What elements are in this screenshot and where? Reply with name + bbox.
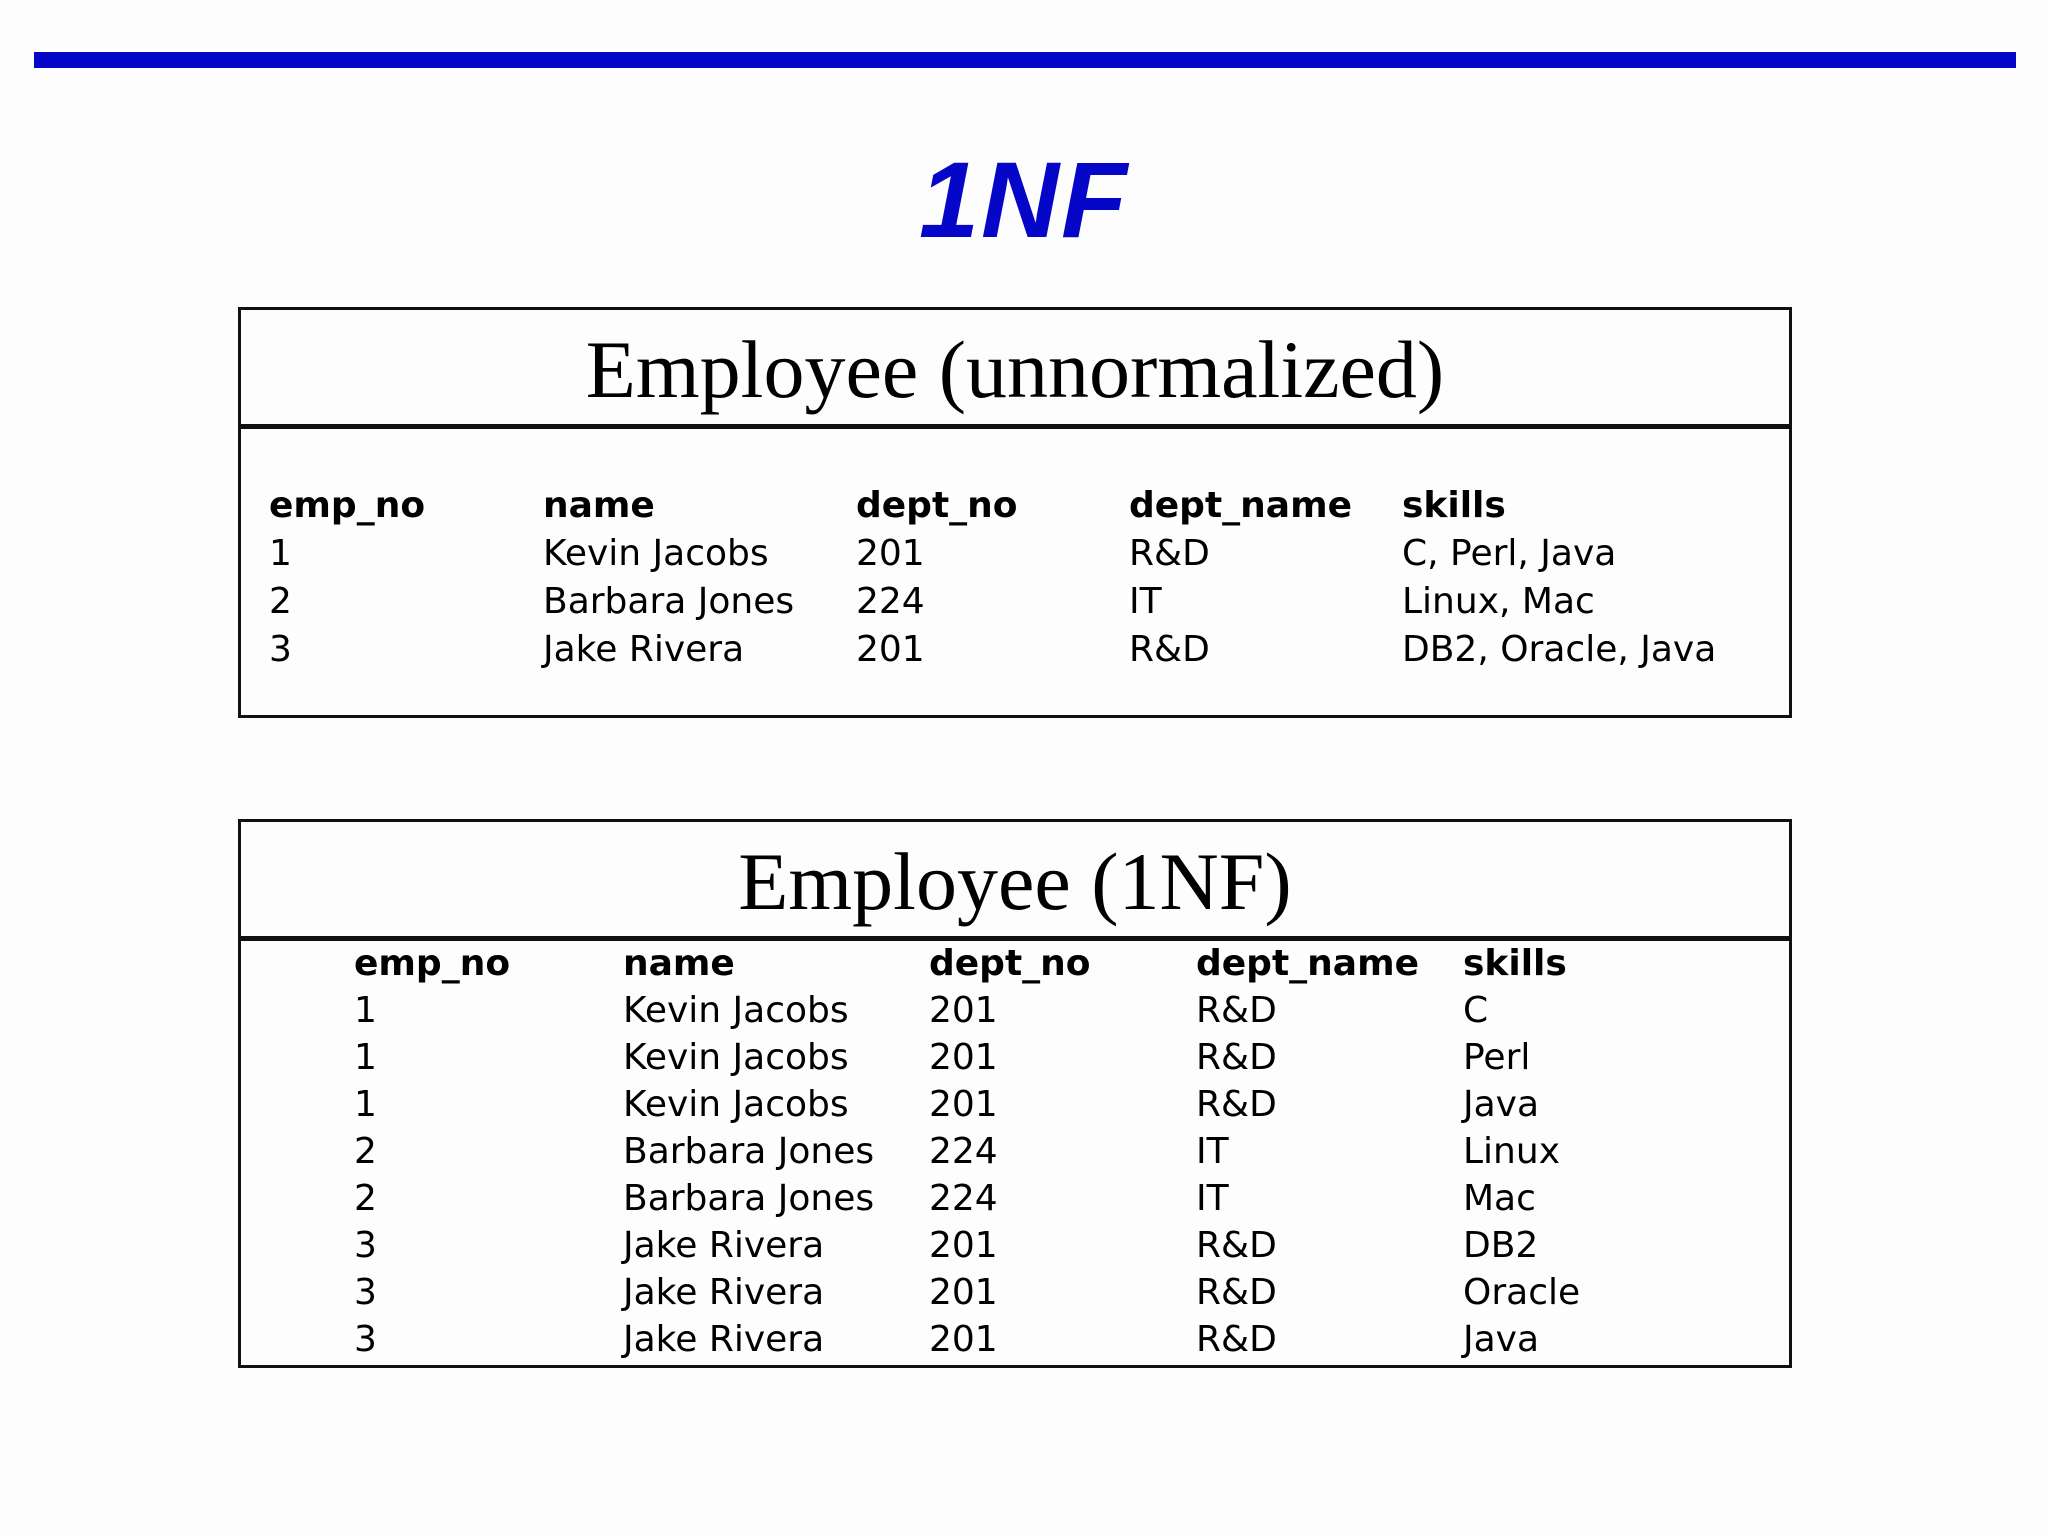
cell: 201 [929,1319,998,1360]
first-normal-form-table-title: Employee (1NF) [241,822,1789,941]
column-header: emp_no [354,943,511,984]
cell: Kevin Jacobs [623,1084,849,1125]
cell: R&D [1196,1037,1277,1078]
cell: Java [1463,1319,1540,1360]
unnormalized-table-title: Employee (unnormalized) [241,310,1789,429]
cell: Kevin Jacobs [623,990,849,1031]
cell: 1 [354,990,377,1031]
cell: 224 [929,1131,998,1172]
cell: 2 [354,1131,377,1172]
cell: IT [1129,581,1162,622]
cell: Jake Rivera [623,1272,825,1313]
cell: Linux, Mac [1402,581,1595,622]
cell: 201 [856,629,925,670]
cell: R&D [1196,1319,1277,1360]
cell: 224 [929,1178,998,1219]
cell: 224 [856,581,925,622]
cell: 3 [269,629,292,670]
cell: Barbara Jones [623,1131,875,1172]
cell: Oracle [1463,1272,1581,1313]
cell: IT [1196,1131,1229,1172]
cell: Barbara Jones [623,1178,875,1219]
cell: C, Perl, Java [1402,533,1617,574]
cell: 2 [354,1178,377,1219]
column-header: emp_no [269,485,426,526]
cell: DB2, Oracle, Java [1402,629,1717,670]
cell: R&D [1196,990,1277,1031]
column-header: dept_no [856,485,1018,526]
cell: 1 [354,1084,377,1125]
cell: R&D [1129,533,1210,574]
cell: 3 [354,1225,377,1266]
cell: Java [1463,1084,1540,1125]
cell: Jake Rivera [623,1225,825,1266]
slide-title: 1NF [918,139,1130,260]
column-header: skills [1463,943,1567,984]
cell: 201 [856,533,925,574]
cell: 201 [929,1225,998,1266]
cell: 1 [354,1037,377,1078]
cell: Perl [1463,1037,1531,1078]
cell: 3 [354,1319,377,1360]
column-header: dept_no [929,943,1091,984]
cell: Kevin Jacobs [623,1037,849,1078]
cell: 201 [929,1084,998,1125]
column-header: name [543,485,655,526]
cell: R&D [1196,1225,1277,1266]
top-rule [34,52,2016,68]
cell: Jake Rivera [623,1319,825,1360]
column-header: skills [1402,485,1506,526]
cell: R&D [1196,1084,1277,1125]
column-header: name [623,943,735,984]
cell: 3 [354,1272,377,1313]
cell: Barbara Jones [543,581,795,622]
cell: 2 [269,581,292,622]
cell: R&D [1196,1272,1277,1313]
cell: Kevin Jacobs [543,533,769,574]
first-normal-form-table [238,819,1792,1368]
cell: C [1463,990,1489,1031]
cell: 201 [929,1037,998,1078]
column-header: dept_name [1196,943,1420,984]
column-header: dept_name [1129,485,1353,526]
cell: R&D [1129,629,1210,670]
cell: Linux [1463,1131,1560,1172]
cell: Mac [1463,1178,1536,1219]
cell: DB2 [1463,1225,1539,1266]
unnormalized-table [238,307,1792,718]
cell: 1 [269,533,292,574]
cell: Jake Rivera [543,629,745,670]
cell: 201 [929,1272,998,1313]
cell: 201 [929,990,998,1031]
cell: IT [1196,1178,1229,1219]
